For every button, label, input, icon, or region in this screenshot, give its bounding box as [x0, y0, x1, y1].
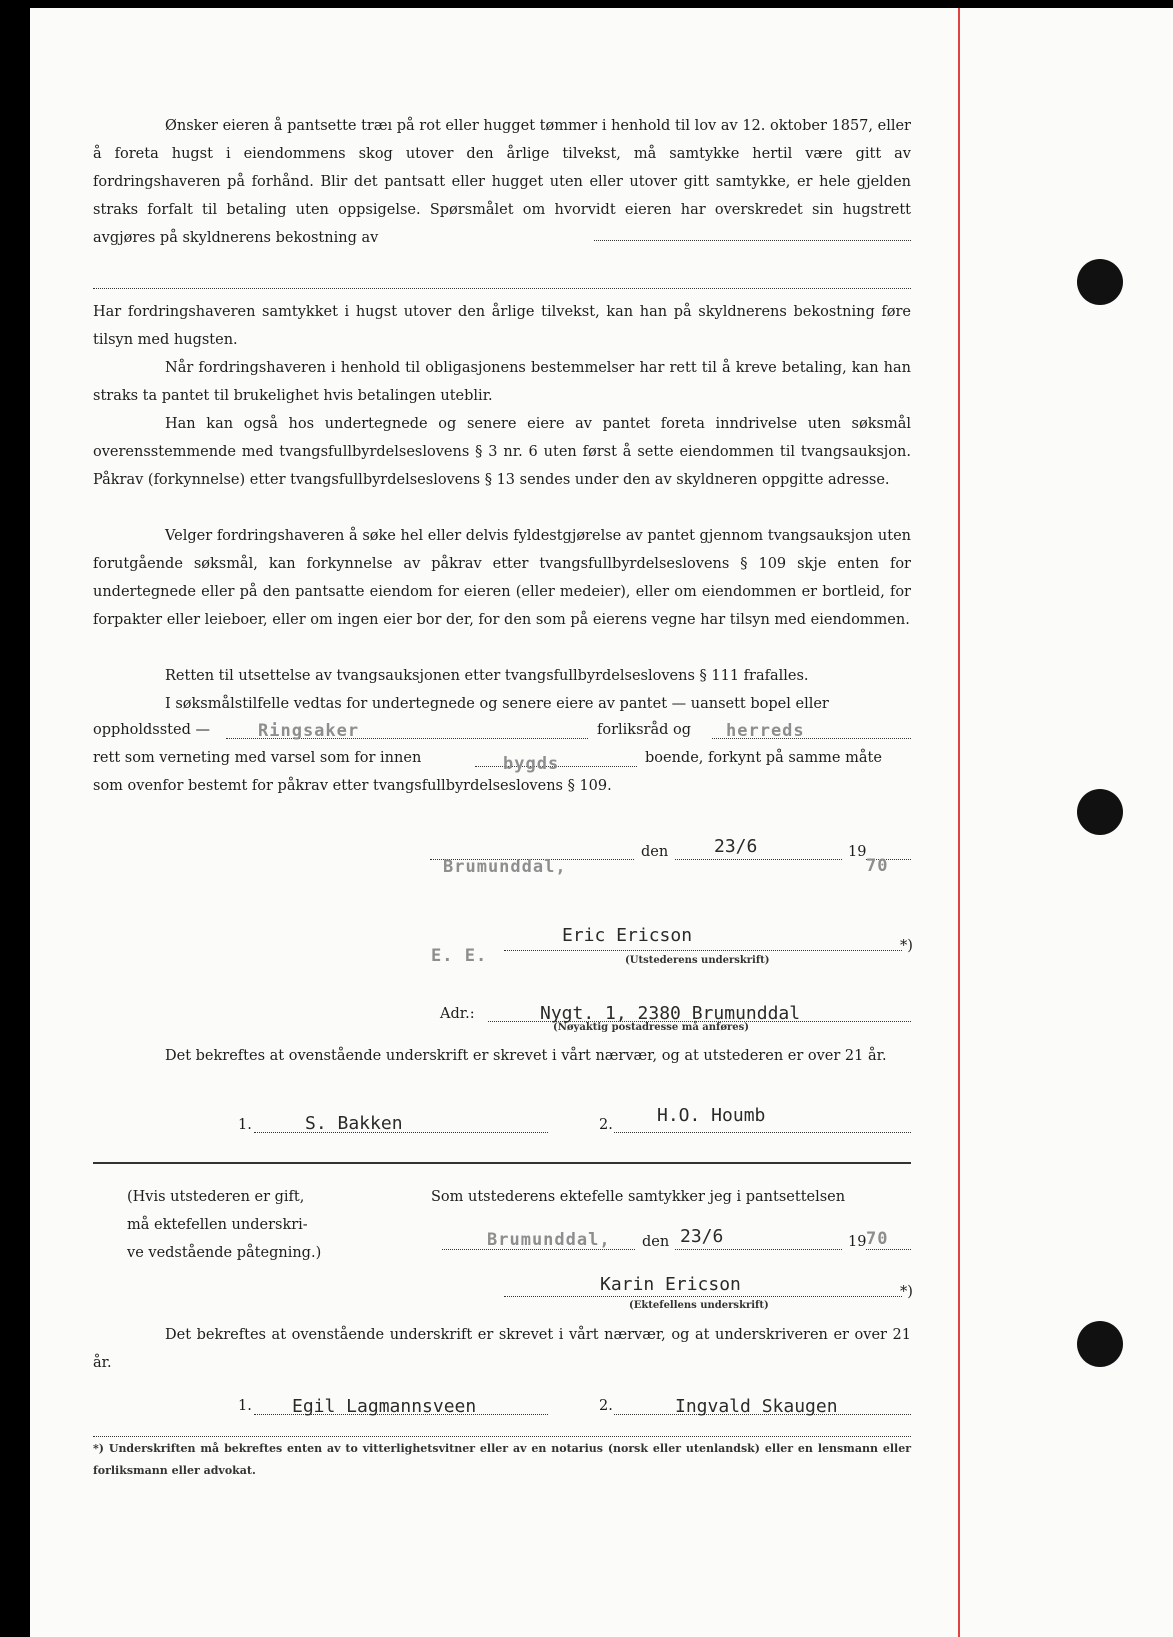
venue-court-stamp: herreds — [726, 721, 805, 741]
document-page — [30, 8, 1173, 1637]
paragraph-tvangsauksjon: Velger fordringshaveren å søke hel eller delvis fyldestgjørelse av pantet gjennom tvangsauksjon uten forutgående søksmål, kan forkynnelse av påkrav etter tvangsfullbyrdelseslovens § 109 skje enten for undertegnede eller på den pantsatte eiendom for eieren (eller medeier), eller om eiendommen er bortleid, for forpakter eller leieboer, eller om ingen eier bor der, for den som på eierens vegne har tilsyn med eiendommen. — [93, 528, 911, 628]
signature-line — [504, 950, 902, 951]
dotted-fill-line — [866, 1249, 911, 1250]
venue-place-stamp: Ringsaker — [258, 721, 360, 741]
venue-district-stamp: bygds — [503, 754, 560, 774]
address-caption: (Nøyaktig postadresse må anføres) — [553, 1022, 750, 1033]
spouse-place-stamp: Brumunddal, — [487, 1230, 611, 1250]
footnote-separator — [93, 1436, 911, 1437]
signing-date: 23/6 — [714, 836, 758, 857]
signature-footnote-mark: *) — [900, 1284, 913, 1300]
witness-number: 1. — [238, 1398, 252, 1414]
paragraph-inndrivelse: Han kan også hos undertegnede og senere eiere av pantet foreta inndrivelse uten søksmål overensstemmende med tvangsfullbyrdelseslovens § 3 nr. 6 uten først å sette eiendommen til tvangsauksjon. Påkrav (forkynnelse) etter tvangsfullbyrdelseslovens § 13 sendes under den av skyldneren oppgitte adresse. — [93, 416, 911, 488]
signature-footnote-mark: *) — [900, 938, 913, 954]
venue-mid: forliksråd og — [597, 722, 692, 738]
witness-3-signature: Egil Lagmannsveen — [292, 1396, 477, 1417]
spouse-signature-caption: (Ektefellens underskrift) — [629, 1300, 769, 1311]
signing-den: den — [641, 844, 669, 860]
dotted-fill-line — [675, 859, 842, 860]
spouse-den: den — [642, 1234, 670, 1250]
spouse-note: (Hvis utstederen er gift, — [127, 1189, 305, 1205]
paragraph-betaling: Når fordringshaveren i henhold til obligasjonens bestemmelser har rett til å kreve betaling, kan han straks ta pantet til brukelighet hvis betalingen uteblir. — [93, 360, 911, 404]
address-label: Adr.: — [440, 1006, 475, 1022]
signature-line — [504, 1296, 902, 1297]
paragraph-hugst: Ønsker eieren å pantsette træı på rot eller hugget tømmer i henhold til lov av 12. oktober 1857, eller å foreta hugst i eiendommens skog utover den årlige tilvekst, må samtykke hertil være gitt av fordringshaveren på forhånd. Blir det pantsatt eller hugget uten eller utover gitt samtykke, er hele gjelden straks forfalt til betaling uten oppsigelse. Spørsmålet om hvorvidt eieren har overskredet sin hugstrett avgjøres på skyldnerens bekostning av — [93, 118, 911, 246]
witness-2-signature: H.O. Houmb — [657, 1105, 766, 1126]
witness-number: 2. — [599, 1117, 613, 1133]
witness-confirmation-2: Det bekreftes at ovenstående underskrift er skrevet i vårt nærvær, og at underskriveren er over 21 år. — [93, 1327, 911, 1371]
issuer-signature: Eric Ericson — [562, 925, 693, 946]
witness-number: 2. — [599, 1398, 613, 1414]
punch-hole — [1077, 1321, 1123, 1367]
spouse-consent: Som utstederens ektefelle samtykker jeg i pantsettelsen — [431, 1189, 846, 1205]
signature-caption: (Utstederens underskrift) — [625, 955, 770, 966]
spouse-year-suffix: 70 — [866, 1229, 889, 1249]
paragraph-tilsyn: Har fordringshaveren samtykket i hugst utover den årlige tilvekst, kan han på skyldnerens bekostning føre tilsyn med hugsten. — [93, 304, 911, 348]
dotted-fill-line — [93, 288, 911, 289]
venue-line2-prefix: rett som verneting med varsel som for innen — [93, 750, 422, 766]
witness-number: 1. — [238, 1117, 252, 1133]
witness-confirmation: Det bekreftes at ovenstående underskrift er skrevet i vårt nærvær, og at utstederen er over 21 år. — [165, 1048, 887, 1064]
signing-place-stamp: Brumunddal, — [443, 857, 567, 877]
spouse-year-prefix: 19 — [848, 1234, 867, 1250]
spouse-date: 23/6 — [680, 1226, 724, 1247]
issuer-address: Nygt. 1, 2380 Brumunddal — [540, 1003, 801, 1024]
paragraph-utsettelse: Retten til utsettelse av tvangsauksjonen etter tvangsfullbyrdelseslovens § 111 frafalles. — [165, 668, 809, 684]
spouse-signature: Karin Ericson — [600, 1274, 741, 1295]
spouse-note: ve vedstående påtegning.) — [127, 1245, 322, 1261]
witness-1-signature: S. Bakken — [305, 1113, 403, 1134]
paragraph-soksmal: I søksmålstilfelle vedtas for undertegnede og senere eiere av pantet — uansett bopel eller — [165, 696, 829, 712]
dotted-fill-line — [594, 240, 911, 241]
venue-line2-suffix: boende, forkynt på samme måte — [645, 750, 882, 766]
punch-hole — [1077, 789, 1123, 835]
signing-year-suffix: 70 — [866, 856, 889, 876]
venue-line3: som ovenfor bestemt for påkrav etter tvangsfullbyrdelseslovens § 109. — [93, 778, 612, 794]
footnote: *) Underskriften må bekreftes enten av to vitterlighetsvitner eller av en notarius (norsk eller utenlandsk) eller en lensmann eller forliksmann eller advokat. — [93, 1442, 911, 1477]
spouse-note: må ektefellen underskri- — [127, 1217, 308, 1233]
punch-hole — [1077, 259, 1123, 305]
dotted-fill-line — [675, 1249, 842, 1250]
witness-4-signature: Ingvald Skaugen — [675, 1396, 838, 1417]
witness-line — [614, 1132, 911, 1133]
initials-stamp: E. E. — [431, 946, 488, 966]
signing-year-prefix: 19 — [848, 844, 867, 860]
red-margin-line — [958, 8, 960, 1637]
section-divider — [93, 1162, 911, 1164]
venue-prefix: oppholdssted — — [93, 722, 210, 738]
